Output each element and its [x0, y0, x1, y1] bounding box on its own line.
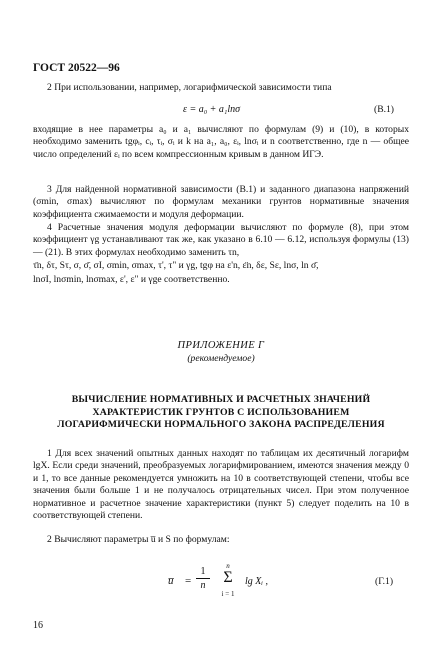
paragraph-b4: 4 Расчетные значения модуля деформации вычисляют по формуле (8), при этом коэффициент γg устанавливают так же, как указано в 6.10 — 6.12, используя формулы (13) — (21). В этих формулах необходимо заменить τn, — [33, 222, 409, 258]
formula-g1-number: (Г.1) — [375, 576, 394, 587]
formula-g1-lhs: u̅ — [168, 575, 174, 587]
fraction-bar — [196, 578, 210, 579]
document-header: ГОСТ 20522—96 — [33, 62, 120, 74]
formula-g1-numerator: 1 — [200, 566, 206, 577]
page-number: 16 — [33, 620, 43, 631]
sum-lower-limit: i = 1 — [221, 590, 235, 598]
paragraph-b4-symbols-line-end: lnσI, lnσmin, lnσmax, ε', ε" и γge соответственно. — [33, 274, 230, 285]
section-heading-line: ЛОГАРИФМИЧЕСКИ НОРМАЛЬНОГО ЗАКОНА РАСПРЕДЕЛЕНИЯ — [57, 419, 385, 431]
formula-b1-number: (В.1) — [374, 104, 394, 115]
paragraph-b3: 3 Для найденной нормативной зависимости (В.1) и заданного диапазона напряжений (σmin, σmax) вычисляют по формулам механики грунтов нормативные значения коэффициента сжимаемости и модуля деформации. — [33, 184, 409, 220]
formula-g1-denominator: n — [200, 580, 206, 591]
paragraph-g1: 1 Для всех значений опытных данных находят по таблицам их десятичный логарифм lgX. Если среди значений, преобразуемых логарифмированием, имеются значения между 0 и 1, то все данные рекомендуется умножить на 10 в соответствующей степени, чтобы все значения были больше 1 и не получалось отрицательных чисел. При этом полученное нормативное и расчетное значение характеристики (пункт 5) следует поделить на 10 в соответствующей степени. — [33, 448, 409, 522]
formula-b1: ε = a₀ + a₁lnσ — [183, 104, 241, 115]
paragraph-b2-body: входящие в нее параметры a₀ и a₁ вычисляют по формулам (9) и (10), в которых необходимо заменить tgφᵢ, cᵢ, τᵢ, σᵢ и k на a₁, a₀, εᵢ, lnσᵢ и n соответственно, где n — общее число определений εᵢ по всем компрессионным кривым в данном ИГЭ. — [33, 124, 409, 160]
paragraph-b4-symbols-line: τ̈n, δτ, Sτ, σ, σ̄, σI, σmin, σmax, τ', τ" и γg, tgφ на ε'n, ε̈n, δε, Sε, lnσ, ln σ̄, — [33, 260, 319, 271]
section-heading-line: ХАРАКТЕРИСТИК ГРУНТОВ С ИСПОЛЬЗОВАНИЕМ — [92, 406, 350, 418]
appendix-title: ПРИЛОЖЕНИЕ Г — [177, 340, 265, 351]
section-heading — [33, 394, 409, 432]
formula-g1-equals: = — [185, 575, 192, 587]
section-heading-line: ВЫЧИСЛЕНИЕ НОРМАТИВНЫХ И РАСЧЕТНЫХ ЗНАЧЕНИЙ — [71, 394, 371, 405]
paragraph-g2: 2 Вычисляют параметры u̅ и S по формулам: — [47, 534, 230, 545]
appendix-subtitle: (рекомендуемое) — [187, 353, 255, 364]
paragraph-b2-intro: 2 При использовании, например, логарифмической зависимости типа — [47, 82, 332, 93]
sum-sign: Σ — [223, 569, 233, 586]
sum-upper-limit: n — [226, 562, 230, 570]
formula-g1-fraction — [196, 566, 210, 591]
formula-g1-term: lg Xᵢ , — [245, 576, 268, 587]
